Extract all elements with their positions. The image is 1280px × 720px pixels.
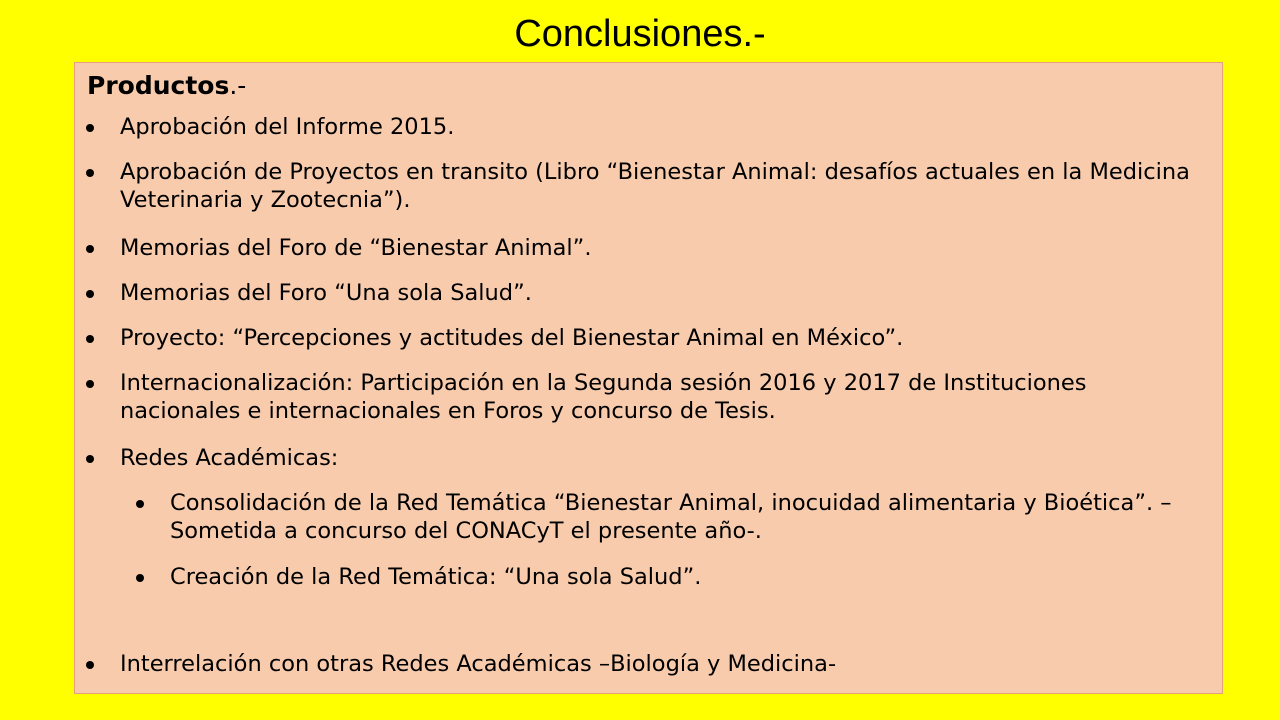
sub-bullet-item bbox=[170, 489, 1205, 545]
bullet-text: Redes Académicas: bbox=[120, 445, 339, 471]
bullet-text: Interrelación con otras Redes Académicas –Biología y Medicina- bbox=[120, 651, 837, 677]
slide-title: Conclusiones.- bbox=[514, 13, 766, 55]
bullet-text: Aprobación de Proyectos en transito (Libro “Bienestar Animal: desafíos actuales en la Medicina Veterinaria y Zootecnia”). bbox=[120, 159, 1190, 213]
bullet-text: Memorias del Foro de “Bienestar Animal”. bbox=[120, 235, 592, 261]
sub-bullet-item bbox=[170, 563, 1205, 591]
bullet-dot-icon bbox=[86, 290, 94, 298]
bullet-item bbox=[120, 369, 1205, 425]
bullet-dot-icon bbox=[86, 245, 94, 253]
bullet-text: Consolidación de la Red Temática “Bienestar Animal, inocuidad alimentaria y Bioética”. –Sometida a concurso del CONACyT el presente año-. bbox=[170, 490, 1172, 544]
bullet-dot-icon bbox=[86, 335, 94, 343]
bullet-text: Memorias del Foro “Una sola Salud”. bbox=[120, 280, 532, 306]
bullet-item bbox=[120, 234, 1205, 262]
bullet-item bbox=[120, 113, 1205, 141]
bullet-item bbox=[120, 444, 1205, 472]
bullet-item bbox=[120, 279, 1205, 307]
bullet-dot-icon bbox=[86, 169, 94, 177]
bullet-text: Aprobación del Informe 2015. bbox=[120, 114, 455, 140]
section-heading-bold: Productos bbox=[87, 71, 230, 100]
bullet-item bbox=[120, 158, 1205, 214]
content-box bbox=[74, 62, 1223, 694]
bullet-dot-icon bbox=[86, 661, 94, 669]
bullet-text: Internacionalización: Participación en la Segunda sesión 2016 y 2017 de Instituciones nacionales e internacionales en Foros y concurso de Tesis. bbox=[120, 370, 1087, 424]
bullet-text: Proyecto: “Percepciones y actitudes del Bienestar Animal en México”. bbox=[120, 325, 904, 351]
bullet-text: Creación de la Red Temática: “Una sola Salud”. bbox=[170, 564, 702, 590]
bullet-dot-icon bbox=[86, 455, 94, 463]
bullet-dot-icon bbox=[136, 574, 144, 582]
bullet-dot-icon bbox=[136, 500, 144, 508]
section-heading bbox=[87, 69, 246, 103]
bullet-dot-icon bbox=[86, 124, 94, 132]
section-heading-suffix: .- bbox=[229, 71, 247, 100]
bullet-item bbox=[120, 650, 1205, 678]
bullet-dot-icon bbox=[86, 380, 94, 388]
bullet-item bbox=[120, 324, 1205, 352]
